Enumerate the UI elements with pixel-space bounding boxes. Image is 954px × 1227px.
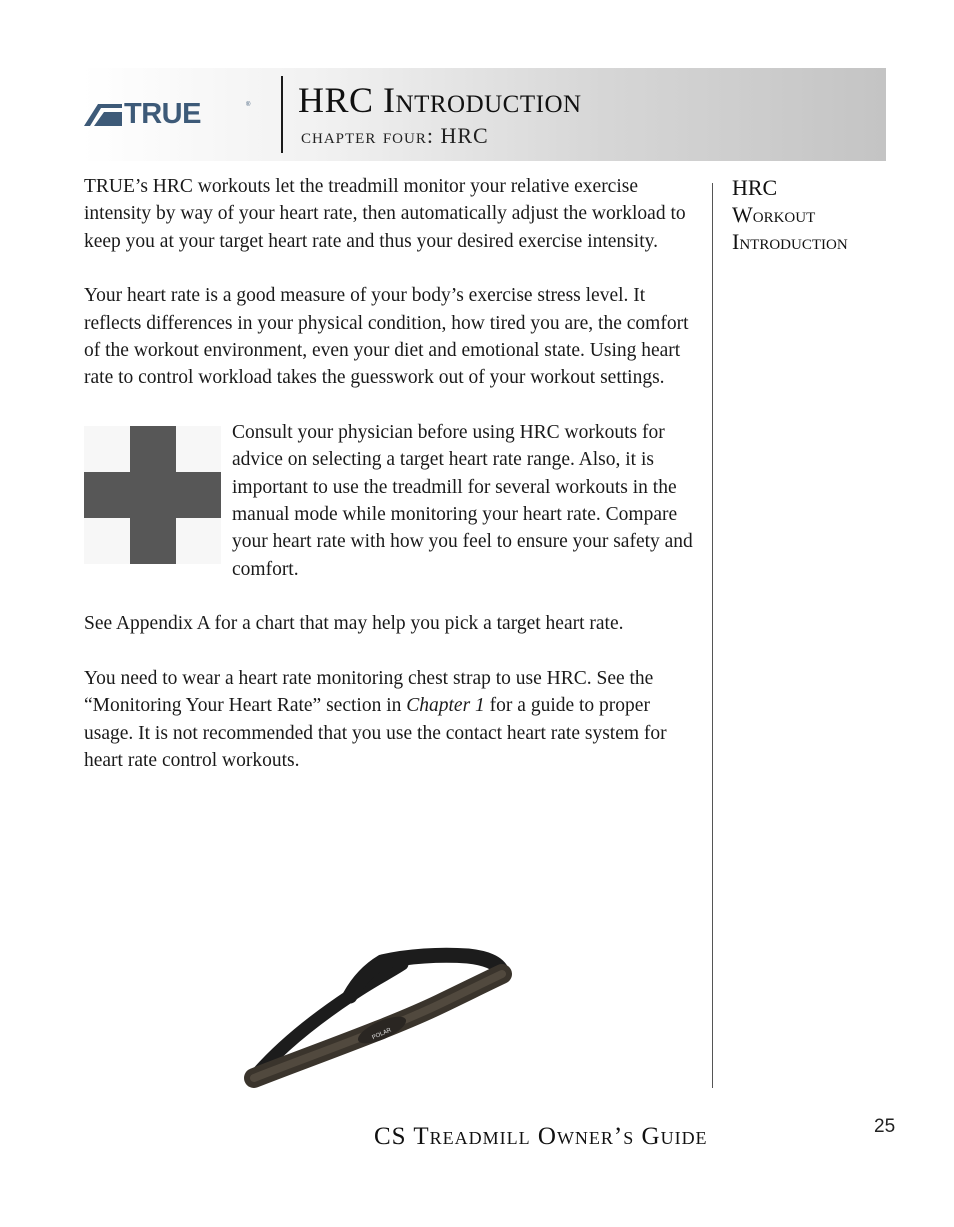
logo-trademark: ® (246, 102, 251, 108)
appendix-paragraph: See Appendix A for a chart that may help you pick a target heart rate. (84, 613, 624, 635)
true-logo-icon (84, 104, 122, 126)
chest-strap-text-start: You need to wear a heart rate monitoring chest strap to use HRC. See the “Monitoring Your Heart Rate” section in (84, 667, 654, 717)
chest-strap-paragraph (84, 665, 694, 775)
page-number: 25 (874, 1116, 896, 1137)
logo-wordmark: TRUE (124, 98, 201, 130)
caution-paragraph: Consult your physician before using HRC workouts for advice on selecting a target heart rate range. Also, it is important to use the treadmill for several workouts in the manual mode while monitoring your heart rate. Compare your heart rate with how you feel to ensure your safety and comfort. (232, 421, 693, 580)
chest-strap-image (240, 938, 512, 1094)
column-divider (712, 183, 713, 1088)
page-title: HRC Introduction (298, 80, 582, 120)
sidebar-heading-line: HRC (732, 175, 778, 200)
header-divider (281, 76, 283, 153)
chapter-reference: Chapter 1 (406, 695, 485, 717)
intro-paragraph: TRUE’s HRC workouts let the treadmill monitor your relative exercise intensity by way of your heart rate, then automatically adjust the workload to keep you at your target heart rate and thus your desired exercise intensity. (84, 176, 686, 252)
heart-rate-paragraph: Your heart rate is a good measure of your body’s exercise stress level. It reflects differences in your physical condition, how tired you are, the comfort of the workout environment, even your diet and emotional state. Using heart rate to control workload takes the guesswork out of your workout settings. (84, 285, 689, 389)
sidebar-heading (732, 174, 848, 255)
sidebar-heading-line: Workout (732, 202, 816, 227)
strap-brand-label: POLAR (371, 1027, 393, 1042)
chapter-subtitle: chapter four: HRC (301, 123, 489, 148)
sidebar-heading-line: Introduction (732, 229, 848, 254)
true-logo (84, 98, 252, 130)
medical-cross-icon (84, 426, 221, 564)
caution-block (84, 419, 694, 610)
chest-strap-text-end: for a guide to proper usage. It is not recommended that you use the contact heart rate system for heart rate control workouts. (84, 695, 667, 771)
footer-guide-title: CS Treadmill Owner’s Guide (374, 1123, 708, 1150)
main-content (84, 173, 694, 801)
